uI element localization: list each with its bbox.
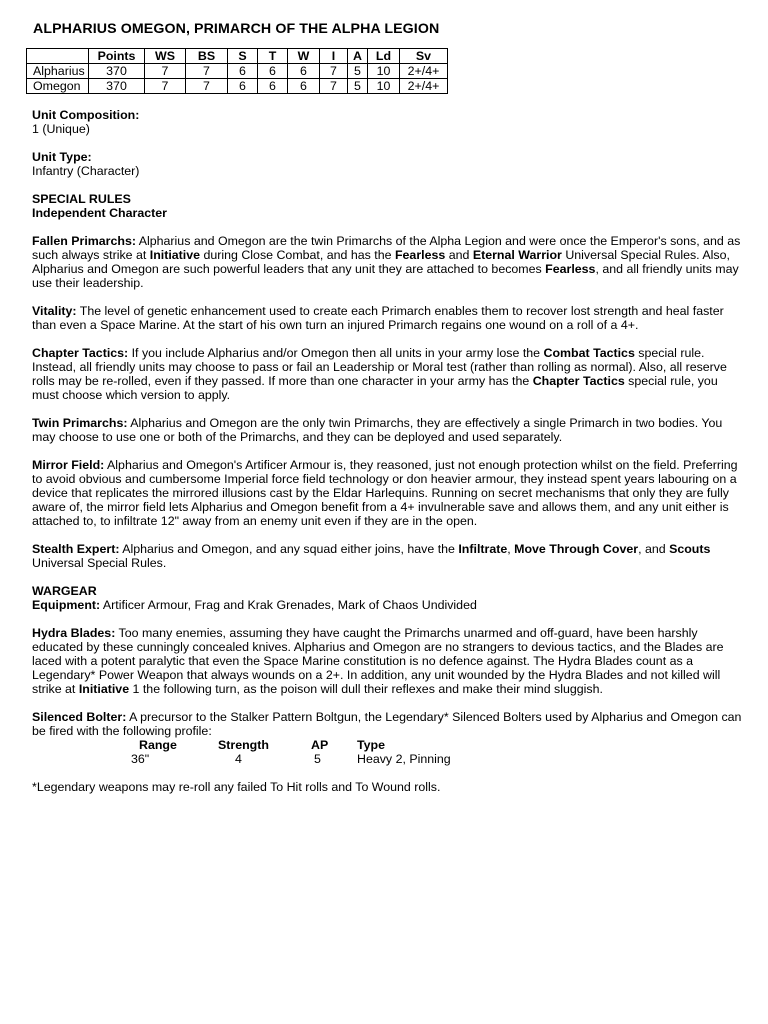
stats-cell: 2+/4+ xyxy=(400,64,448,79)
rule-text: Alpharius and Omegon are the only twin Primarchs, they are effectively a single Primarch in two bodies. You may choose to use one or both of the Primarchs, and they can be deployed and used separately. xyxy=(32,416,723,444)
footnote: *Legendary weapons may re-roll any failed To Hit rolls and To Wound rolls. xyxy=(32,780,441,794)
profile-header-strength: Strength xyxy=(218,738,269,752)
stats-header-cell: BS xyxy=(186,49,228,64)
stats-cell: 6 xyxy=(258,64,288,79)
rule-text: special rule. Instead, all friendly units may choose to pass or fail an Leadership or Moral test (rather than rolling as normal). Also, all reserve rolls may be re-rolled, even if they passed. If more than one character in your army has the xyxy=(32,346,727,388)
profile-header-range: Range xyxy=(139,738,177,752)
rule-text: Too many enemies, assuming they have caught the Primarchs unarmed and off-guard, have been harshly educated by these cunningly concealed knives. Alpharius and Omegon are no strangers to devious tactics, and the Blades are laced with a potent paralytic that even the Space Marine constitution is no defence against. The Hydra Blades count as a Legendary* Power Weapon that always wounds on a 2+. In addition, any unit wounded by the Hydra Blades and not killed will strike at xyxy=(32,626,724,696)
rule-label: Fallen Primarchs: xyxy=(32,234,136,248)
stats-header-cell: A xyxy=(348,49,368,64)
rule-text: The level of genetic enhancement used to create each Primarch enables them to recover lost strength and heal faster than even a Space Marine. At the start of his own turn an injured Primarch regains one wound on a roll of a 4+. xyxy=(32,304,724,332)
rule-label: Stealth Expert: xyxy=(32,542,120,556)
rule-twin-primarchs xyxy=(32,416,744,444)
stats-cell: 7 xyxy=(186,79,228,94)
page-title: ALPHARIUS OMEGON, PRIMARCH OF THE ALPHA LEGION xyxy=(33,21,440,37)
stats-cell: 7 xyxy=(145,64,186,79)
stats-cell: 5 xyxy=(348,79,368,94)
stats-cell: 6 xyxy=(228,79,258,94)
rule-label: Twin Primarchs: xyxy=(32,416,128,430)
stats-header-cell: WS xyxy=(145,49,186,64)
rule-label: Silenced Bolter: xyxy=(32,710,127,724)
rule-label: Chapter Tactics: xyxy=(32,346,129,360)
rule-text: , xyxy=(507,542,515,556)
profile-value-strength: 4 xyxy=(235,752,242,766)
stats-header-cell: S xyxy=(228,49,258,64)
rule-text: special rule, you must choose which version to apply. xyxy=(32,374,718,402)
wargear-heading: WARGEAR xyxy=(32,584,97,598)
rule-chapter-tactics xyxy=(32,346,744,402)
unit-composition-label: Unit Composition: xyxy=(32,108,140,122)
stats-cell: 6 xyxy=(288,64,320,79)
stats-cell: 6 xyxy=(288,79,320,94)
document-page xyxy=(32,22,744,794)
rule-text: Alpharius and Omegon's Artificer Armour is, they reasoned, just not enough protection whilst on the field. Preferring to avoid obvious and cumbersome Imperial force field technology or don heavier armour, they instead spent years labouring on a device that replicates the mirrored illusions cast by the Eldar Harlequins. Running on secret mechanisms that only they are fully aware of, the mirror field lets Alpharius and Omegon benefit from a 4+ invulnerable save and allows them, and any unit either is attached to, to infiltrate 12" away from an enemy unit even if they are in the open. xyxy=(32,458,738,528)
stats-header-cell xyxy=(27,49,89,64)
rule-keyword: Fearless xyxy=(394,248,446,262)
stats-cell: 10 xyxy=(368,79,400,94)
stats-header-cell: Sv xyxy=(400,49,448,64)
rule-text: Universal Special Rules. xyxy=(32,556,167,570)
profile-header-type: Type xyxy=(357,738,385,752)
profile-value-type: Heavy 2, Pinning xyxy=(357,752,451,766)
stats-cell: 6 xyxy=(258,79,288,94)
rule-label: Vitality: xyxy=(32,304,77,318)
rule-text: Alpharius and Omegon are the twin Primarchs of the Alpha Legion and were once the Emperor's sons, and as such always strike at xyxy=(32,234,741,262)
rule-text: , and all friendly units may use their leadership. xyxy=(32,262,739,290)
stats-header-cell: I xyxy=(320,49,348,64)
stats-cell: Omegon xyxy=(27,79,89,94)
rule-text: 1 the following turn, as the poison will dull their reflexes and make their mind sluggish. xyxy=(129,682,603,696)
wargear-equipment xyxy=(32,598,744,612)
rule-mirror-field xyxy=(32,458,744,528)
stats-header-cell: Points xyxy=(89,49,145,64)
wargear-value: Artificer Armour, Frag and Krak Grenades, Mark of Chaos Undivided xyxy=(100,598,477,612)
profile-value-ap: 5 xyxy=(314,752,321,766)
stats-cell: 7 xyxy=(145,79,186,94)
rule-text: , and xyxy=(638,542,670,556)
weapon-profile xyxy=(32,738,744,766)
stats-cell: 370 xyxy=(89,79,145,94)
wargear-label: Equipment: xyxy=(32,598,101,612)
rule-keyword: Combat Tactics xyxy=(543,346,635,360)
stats-cell: Alpharius xyxy=(27,64,89,79)
rule-keyword: Infiltrate xyxy=(458,542,508,556)
profile-value-range: 36" xyxy=(131,752,150,766)
stats-header-cell: T xyxy=(258,49,288,64)
rule-keyword: Initiative xyxy=(149,248,201,262)
stats-cell: 7 xyxy=(320,64,348,79)
rule-text: and xyxy=(445,248,473,262)
stats-header-cell: Ld xyxy=(368,49,400,64)
stats-table xyxy=(26,48,448,94)
rule-fallen-primarchs xyxy=(32,234,744,290)
rule-text: Alpharius and Omegon, and any squad either joins, have the xyxy=(119,542,459,556)
rule-keyword: Initiative xyxy=(78,682,130,696)
table-row xyxy=(27,64,448,79)
rule-stealth-expert xyxy=(32,542,744,570)
stats-header-row xyxy=(27,49,448,64)
stats-cell: 10 xyxy=(368,64,400,79)
rule-label: Hydra Blades: xyxy=(32,626,116,640)
profile-header-ap: AP xyxy=(311,738,329,752)
stats-cell: 7 xyxy=(320,79,348,94)
stats-cell: 370 xyxy=(89,64,145,79)
rule-label: Mirror Field: xyxy=(32,458,105,472)
stats-cell: 2+/4+ xyxy=(400,79,448,94)
special-rules-heading: SPECIAL RULES xyxy=(32,192,131,206)
rule-keyword: Move Through Cover xyxy=(514,542,639,556)
unit-type-value: Infantry (Character) xyxy=(32,164,140,178)
stats-cell: 5 xyxy=(348,64,368,79)
unit-composition-value: 1 (Unique) xyxy=(32,122,90,136)
rule-keyword: Eternal Warrior xyxy=(472,248,562,262)
rule-keyword: Chapter Tactics xyxy=(532,374,625,388)
rule-text: Universal Special Rules. Also, Alpharius and Omegon are such powerful leaders that any unit they are attached to becomes xyxy=(32,248,730,276)
rule-silenced-bolter xyxy=(32,710,744,738)
rule-keyword: Fearless xyxy=(545,262,596,276)
rule-vitality xyxy=(32,304,744,332)
stats-cell: 7 xyxy=(186,64,228,79)
rule-text: during Close Combat, and has the xyxy=(200,248,395,262)
rule-text: A precursor to the Stalker Pattern Boltgun, the Legendary* Silenced Bolters used by Alpharius and Omegon can be fired with the following profile: xyxy=(32,710,742,738)
stats-header-cell: W xyxy=(288,49,320,64)
unit-type-label: Unit Type: xyxy=(32,150,92,164)
rule-text: If you include Alpharius and/or Omegon then all units in your army lose the xyxy=(128,346,544,360)
special-rules-subheading: Independent Character xyxy=(32,206,167,220)
stats-cell: 6 xyxy=(228,64,258,79)
table-row xyxy=(27,79,448,94)
rule-keyword: Scouts xyxy=(669,542,711,556)
rule-hydra-blades xyxy=(32,626,744,696)
